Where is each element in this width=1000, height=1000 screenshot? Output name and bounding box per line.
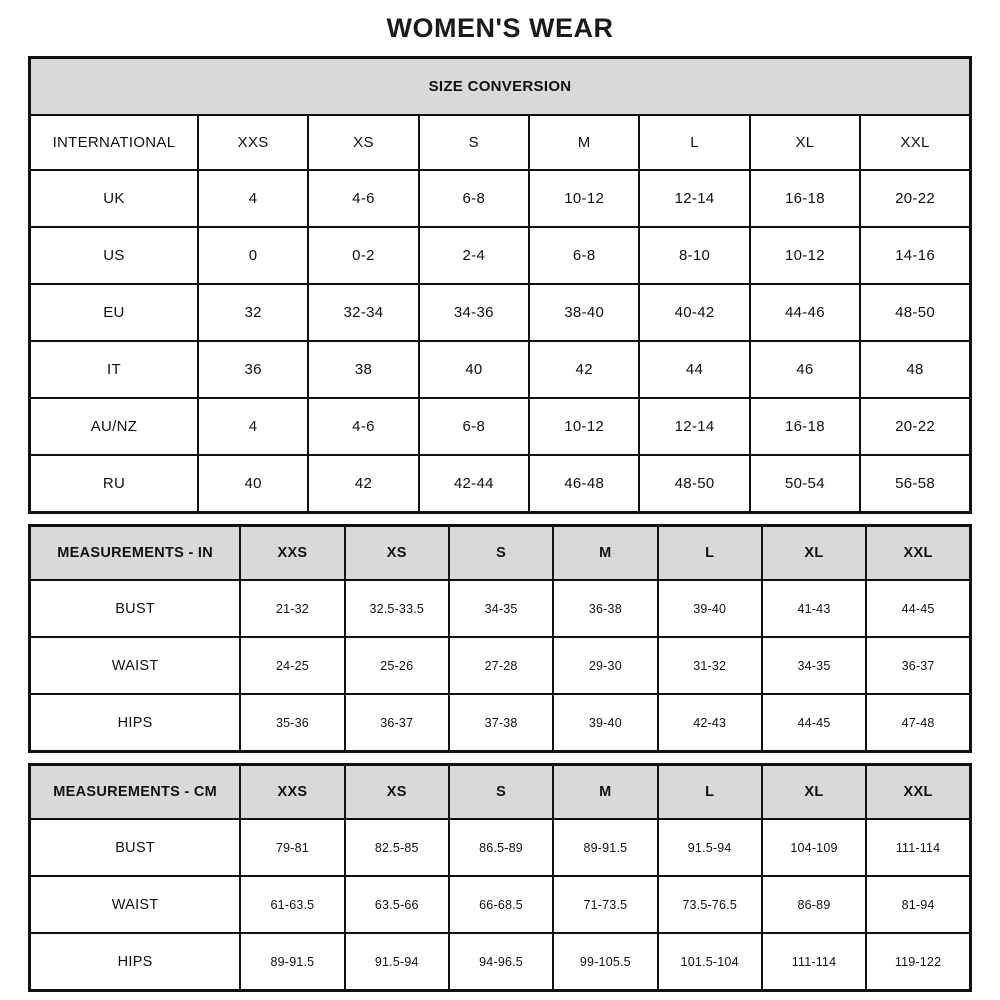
corner-header-cell: MEASUREMENTS - IN [30,526,241,581]
data-cell: 48-50 [860,284,970,341]
data-cell: 44-46 [750,284,860,341]
table-row [30,284,971,341]
size-header-cell: XXS [198,115,308,170]
data-cell: 29-30 [553,637,657,694]
size-header-cell: S [449,526,553,581]
row-label: WAIST [30,637,241,694]
table-row [30,455,971,513]
data-cell: 40 [198,455,308,513]
data-cell: 42 [308,455,418,513]
data-cell: 14-16 [860,227,970,284]
row-label: RU [30,455,198,513]
data-cell: 39-40 [658,580,762,637]
data-cell: 119-122 [866,933,970,991]
data-cell: 47-48 [866,694,970,752]
data-cell: 61-63.5 [240,876,344,933]
size-header-cell: L [639,115,749,170]
data-cell: 111-114 [866,819,970,876]
data-cell: 111-114 [762,933,866,991]
table-row [30,170,971,227]
data-cell: 6-8 [529,227,639,284]
page-title: WOMEN'S WEAR [386,12,614,43]
data-cell: 40 [419,341,529,398]
data-cell: 89-91.5 [553,819,657,876]
table-row [30,876,971,933]
data-cell: 24-25 [240,637,344,694]
size-header-cell: XXL [866,526,970,581]
data-cell: 10-12 [750,227,860,284]
corner-header-cell: MEASUREMENTS - CM [30,765,241,820]
table-row [30,341,971,398]
data-cell: 71-73.5 [553,876,657,933]
size-conversion-title: SIZE CONVERSION [30,58,971,116]
corner-header-cell: INTERNATIONAL [30,115,198,170]
size-header-cell: S [449,765,553,820]
data-cell: 38-40 [529,284,639,341]
data-cell: 32.5-33.5 [345,580,449,637]
row-label: AU/NZ [30,398,198,455]
data-cell: 6-8 [419,170,529,227]
table-row [30,694,971,752]
row-label: IT [30,341,198,398]
data-cell: 82.5-85 [345,819,449,876]
data-cell: 48 [860,341,970,398]
row-label: BUST [30,819,241,876]
data-cell: 42 [529,341,639,398]
data-cell: 32 [198,284,308,341]
data-cell: 42-43 [658,694,762,752]
data-cell: 44 [639,341,749,398]
data-cell: 6-8 [419,398,529,455]
data-cell: 34-35 [762,637,866,694]
data-cell: 21-32 [240,580,344,637]
data-cell: 91.5-94 [345,933,449,991]
size-header-cell: XL [750,115,860,170]
size-header-cell: XS [308,115,418,170]
data-cell: 36-38 [553,580,657,637]
data-cell: 32-34 [308,284,418,341]
size-conversion-table [28,56,972,514]
data-cell: 94-96.5 [449,933,553,991]
measurements-cm-section [28,763,972,992]
size-header-cell: XXS [240,765,344,820]
table-row [30,580,971,637]
measurements-in-section [28,524,972,753]
data-cell: 86-89 [762,876,866,933]
measurements-in-table [28,524,972,753]
size-header-cell: XXL [860,115,970,170]
measurements-cm-table [28,763,972,992]
size-header-cell: S [419,115,529,170]
table-row [30,933,971,991]
data-cell: 46 [750,341,860,398]
data-cell: 4 [198,170,308,227]
size-header-cell: XS [345,765,449,820]
size-header-cell: XXL [866,765,970,820]
data-cell: 86.5-89 [449,819,553,876]
size-header-cell: XS [345,526,449,581]
data-cell: 41-43 [762,580,866,637]
table-row [30,819,971,876]
data-cell: 35-36 [240,694,344,752]
data-cell: 25-26 [345,637,449,694]
size-header-cell: XXS [240,526,344,581]
data-cell: 39-40 [553,694,657,752]
data-cell: 50-54 [750,455,860,513]
data-cell: 34-36 [419,284,529,341]
header-row [30,765,971,820]
data-cell: 42-44 [419,455,529,513]
data-cell: 10-12 [529,398,639,455]
data-cell: 99-105.5 [553,933,657,991]
data-cell: 40-42 [639,284,749,341]
data-cell: 20-22 [860,398,970,455]
data-cell: 37-38 [449,694,553,752]
row-label: EU [30,284,198,341]
data-cell: 20-22 [860,170,970,227]
data-cell: 34-35 [449,580,553,637]
data-cell: 4 [198,398,308,455]
data-cell: 63.5-66 [345,876,449,933]
row-label: BUST [30,580,241,637]
header-row [30,115,971,170]
data-cell: 44-45 [866,580,970,637]
data-cell: 36 [198,341,308,398]
header-row [30,526,971,581]
data-cell: 104-109 [762,819,866,876]
data-cell: 12-14 [639,398,749,455]
data-cell: 31-32 [658,637,762,694]
size-header-cell: XL [762,526,866,581]
data-cell: 73.5-76.5 [658,876,762,933]
size-conversion-section [28,56,972,514]
data-cell: 38 [308,341,418,398]
table-row [30,398,971,455]
size-header-cell: M [553,526,657,581]
data-cell: 16-18 [750,398,860,455]
size-header-cell: M [529,115,639,170]
table-row [30,637,971,694]
data-cell: 36-37 [345,694,449,752]
data-cell: 0-2 [308,227,418,284]
data-cell: 91.5-94 [658,819,762,876]
data-cell: 10-12 [529,170,639,227]
size-header-cell: L [658,765,762,820]
size-header-cell: M [553,765,657,820]
row-label: UK [30,170,198,227]
data-cell: 56-58 [860,455,970,513]
row-label: HIPS [30,933,241,991]
size-header-cell: XL [762,765,866,820]
data-cell: 0 [198,227,308,284]
data-cell: 101.5-104 [658,933,762,991]
data-cell: 66-68.5 [449,876,553,933]
table-row [30,227,971,284]
data-cell: 46-48 [529,455,639,513]
data-cell: 89-91.5 [240,933,344,991]
data-cell: 2-4 [419,227,529,284]
data-cell: 44-45 [762,694,866,752]
data-cell: 36-37 [866,637,970,694]
data-cell: 4-6 [308,398,418,455]
size-header-cell: L [658,526,762,581]
data-cell: 12-14 [639,170,749,227]
row-label: WAIST [30,876,241,933]
data-cell: 79-81 [240,819,344,876]
data-cell: 48-50 [639,455,749,513]
row-label: US [30,227,198,284]
data-cell: 27-28 [449,637,553,694]
data-cell: 8-10 [639,227,749,284]
data-cell: 81-94 [866,876,970,933]
row-label: HIPS [30,694,241,752]
data-cell: 16-18 [750,170,860,227]
data-cell: 4-6 [308,170,418,227]
